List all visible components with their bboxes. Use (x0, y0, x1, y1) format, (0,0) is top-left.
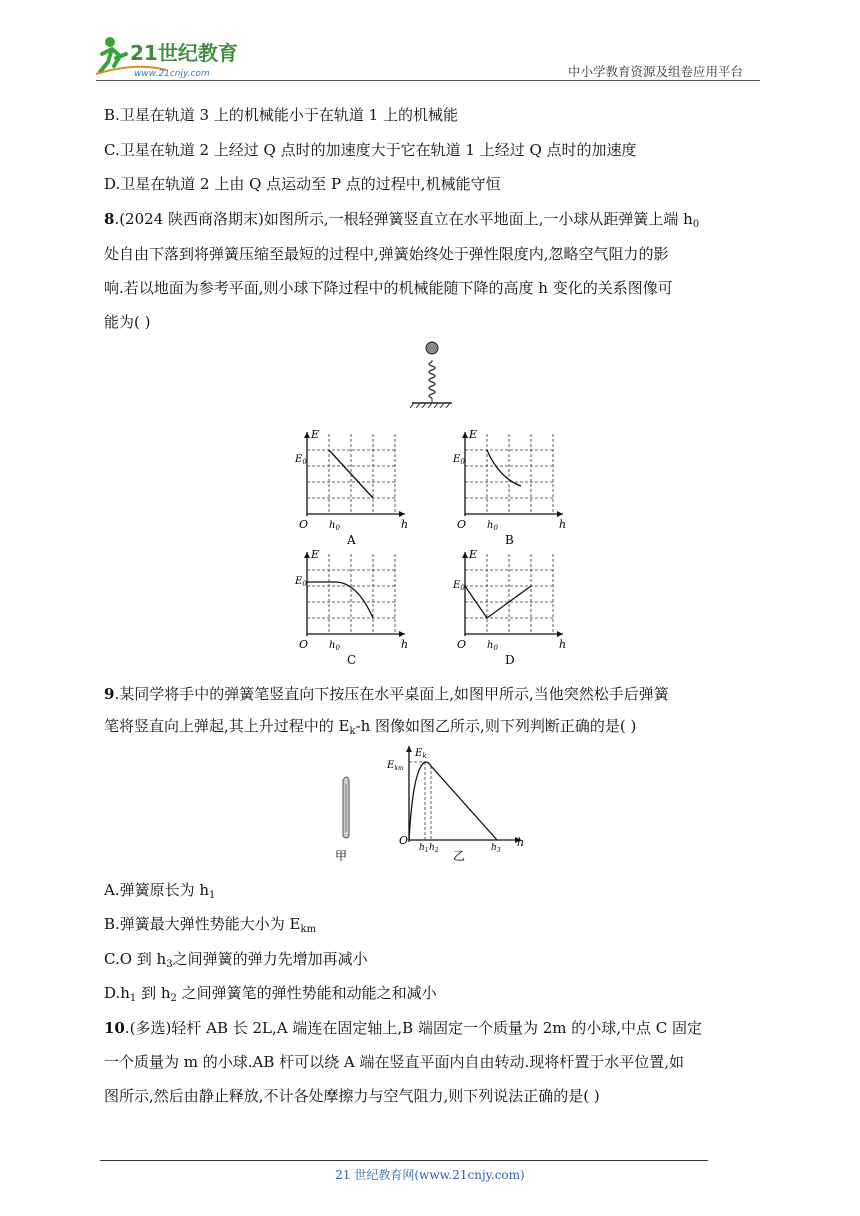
platform-name: 中小学教育资源及组卷应用平台 (568, 64, 744, 79)
svg-text:E0: $E_0$ (453, 580, 465, 592)
q8-line-1: 8.(2024 陕西商洛期末)如图所示,一根轻弹簧竖直立在水平地面上,一小球从距弹簧上端 $h_0$ (104, 210, 700, 230)
q7-option-c: C.卫星在轨道 2 上经过 Q 点时的加速度大于它在轨道 1 上经过 Q 点时的加速度 (104, 141, 637, 159)
svg-text:www.21cnjy.com: www.21cnjy.com (134, 69, 210, 79)
svg-text:O: O (457, 638, 467, 651)
graph-d (453, 548, 573, 668)
svg-text:h: h (401, 638, 409, 651)
svg-text:h: h (517, 836, 525, 849)
page-header (0, 0, 860, 82)
svg-text:E0: $E_0$ (295, 454, 307, 466)
svg-text:甲: 甲 (335, 849, 348, 863)
svg-text:O: O (299, 518, 309, 531)
svg-text:O: O (299, 638, 309, 651)
svg-text:Ek: $E_k$ (415, 748, 427, 760)
graph-a (295, 428, 415, 548)
q9-option-d: $D.h_1$ 到 $h_2$ 之间弹簧笔的弹性势能和动能之和减小 (104, 984, 437, 1004)
svg-text:E: E (469, 428, 478, 441)
svg-text:h2: $h_2$ (429, 843, 439, 854)
q8-line-2: 处自由下落到将弹簧压缩至最短的过程中,弹簧始终处于弹性限度内,忽略空气阻力的影 (104, 245, 669, 263)
q8-line-4: 能为( ) (104, 313, 151, 331)
q10-line-1: 10.(多选)轻杆 AB 长 2L,A 端连在固定轴上,B 端固定一个质量为 2m 的小球,中点 C 固定 (104, 1019, 703, 1037)
svg-text:h: h (401, 518, 409, 531)
svg-text:h: h (559, 518, 567, 531)
q10-line-3: 图所示,然后由静止释放,不计各处摩擦力与空气阻力,则下列说法正确的是( ) (104, 1087, 600, 1105)
svg-text:h0: $h_0$ (487, 520, 498, 532)
q7-option-d: D.卫星在轨道 2 上由 Q 点运动至 P 点的过程中,机械能守恒 (104, 175, 501, 193)
svg-text:h: h (559, 638, 567, 651)
svg-text:E: E (311, 428, 320, 441)
graph-b (453, 428, 573, 548)
q9-line-2: 笔将竖直向上弹起,其上升过程中的 $E_k-h$ 图像如图乙所示,则下列判断正确的是( ) (104, 717, 637, 737)
q10-number: 10 (104, 1019, 125, 1037)
q9-option-a: A.弹簧原长为 $h_1$ (104, 881, 216, 901)
svg-text:h0: $h_0$ (329, 640, 340, 652)
spring-ball-figure (400, 340, 470, 420)
svg-text:D: D (505, 653, 515, 667)
svg-text:Ekm: $E_{km}$ (387, 760, 404, 772)
svg-text:E: E (469, 548, 478, 561)
svg-text:O: O (457, 518, 467, 531)
svg-text:E0: $E_0$ (295, 576, 307, 588)
svg-text:A: A (347, 533, 356, 547)
site-logo (96, 32, 266, 80)
svg-text:乙: 乙 (453, 849, 466, 863)
q8-number: 8 (104, 210, 115, 228)
q9-number: 9 (104, 685, 115, 703)
svg-text:h0: $h_0$ (487, 640, 498, 652)
q7-option-b: B.卫星在轨道 3 上的机械能小于在轨道 1 上的机械能 (104, 106, 458, 124)
q9-line-1: 9.某同学将手中的弹簧笔竖直向下按压在水平桌面上,如图甲所示,当他突然松手后弹簧 (104, 685, 669, 703)
graph-c (295, 548, 415, 668)
svg-text:h0: $h_0$ (329, 520, 340, 532)
svg-text:E: E (311, 548, 320, 561)
q10-line-2: 一个质量为 m 的小球.AB 杆可以绕 A 端在竖直平面内自由转动.现将杆置于水平位置,如 (104, 1053, 685, 1071)
svg-text:O: O (399, 834, 409, 847)
q9-option-c: C.O 到 $h_3$之间弹簧的弹力先增加再减小 (104, 950, 368, 970)
svg-text:E0: $E_0$ (453, 454, 465, 466)
svg-text:21世纪教育: 21世纪教育 (130, 41, 238, 65)
q9-figure (325, 744, 545, 864)
header-divider (96, 80, 760, 81)
svg-text:B: B (505, 533, 514, 547)
svg-text:C: C (347, 653, 357, 667)
svg-text:h1: $h_1$ (419, 843, 429, 854)
q8-line-3: 响.若以地面为参考平面,则小球下降过程中的机械能随下降的高度 h 变化的关系图像可 (104, 279, 673, 297)
svg-text:h3: $h_3$ (491, 843, 501, 854)
q9-option-b: B.弹簧最大弹性势能大小为 $E_{km}$ (104, 915, 317, 935)
footer-text: 21 世纪教育网(www.21cnjy.com) (335, 1168, 525, 1182)
footer-divider (100, 1160, 708, 1161)
